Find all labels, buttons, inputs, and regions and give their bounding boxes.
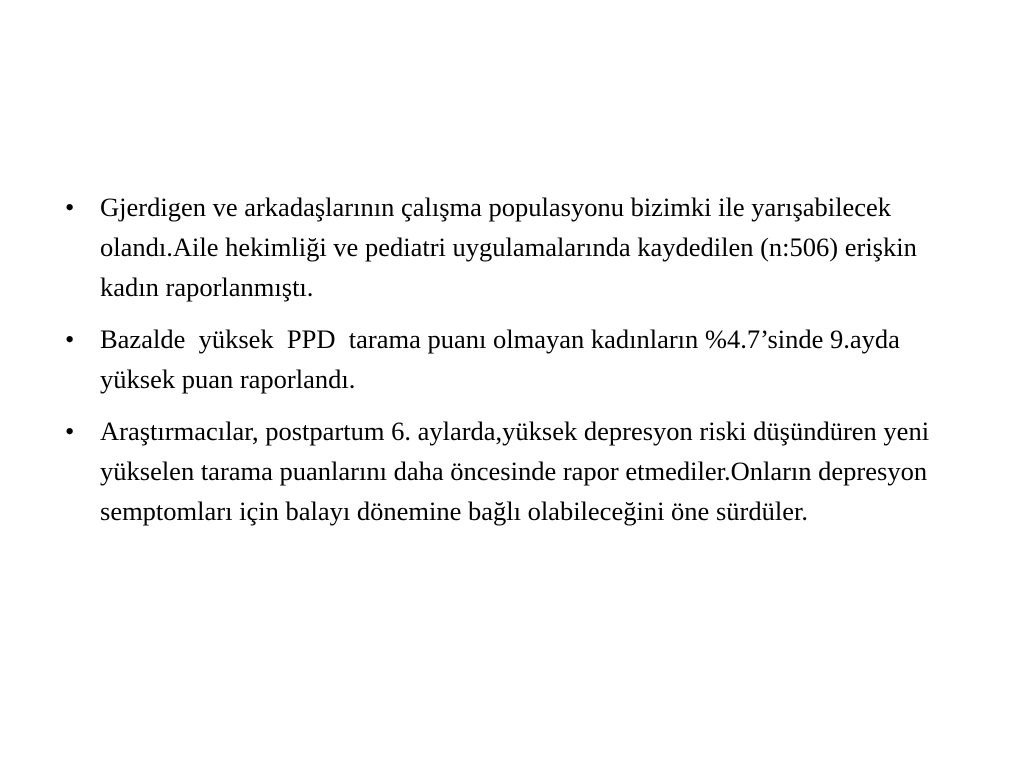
bullet-item-2 [62, 319, 962, 399]
bullet-list [62, 187, 962, 531]
bullet-text-2: Bazalde yüksek PPD tarama puanı olmayan kadınların %4.7’sinde 9.ayda yüksek puan raporlandı. [100, 324, 907, 394]
bullet-text-1: Gjerdigen ve arkadaşlarının çalışma populasyonu bizimki ile yarışabilecek olandı.Aile hekimliği ve pediatri uygulamalarında kaydedilen (n:506) erişkin kadın raporlanmıştı. [100, 192, 917, 302]
bullet-text-3: Araştırmacılar, postpartum 6. aylarda,yüksek depresyon riski düşündüren yeni yükselen tarama puanlarını daha öncesinde rapor etmediler.Onların depresyon semptomları için balayı dönemine bağlı olabileceğini öne sürdüler. [100, 416, 930, 526]
bullet-icon: • [65, 416, 75, 446]
bullet-icon: • [65, 324, 75, 354]
bullet-item-1 [62, 187, 962, 307]
bullet-item-3 [62, 411, 962, 531]
slide-body [62, 187, 962, 543]
bullet-icon: • [65, 192, 75, 222]
